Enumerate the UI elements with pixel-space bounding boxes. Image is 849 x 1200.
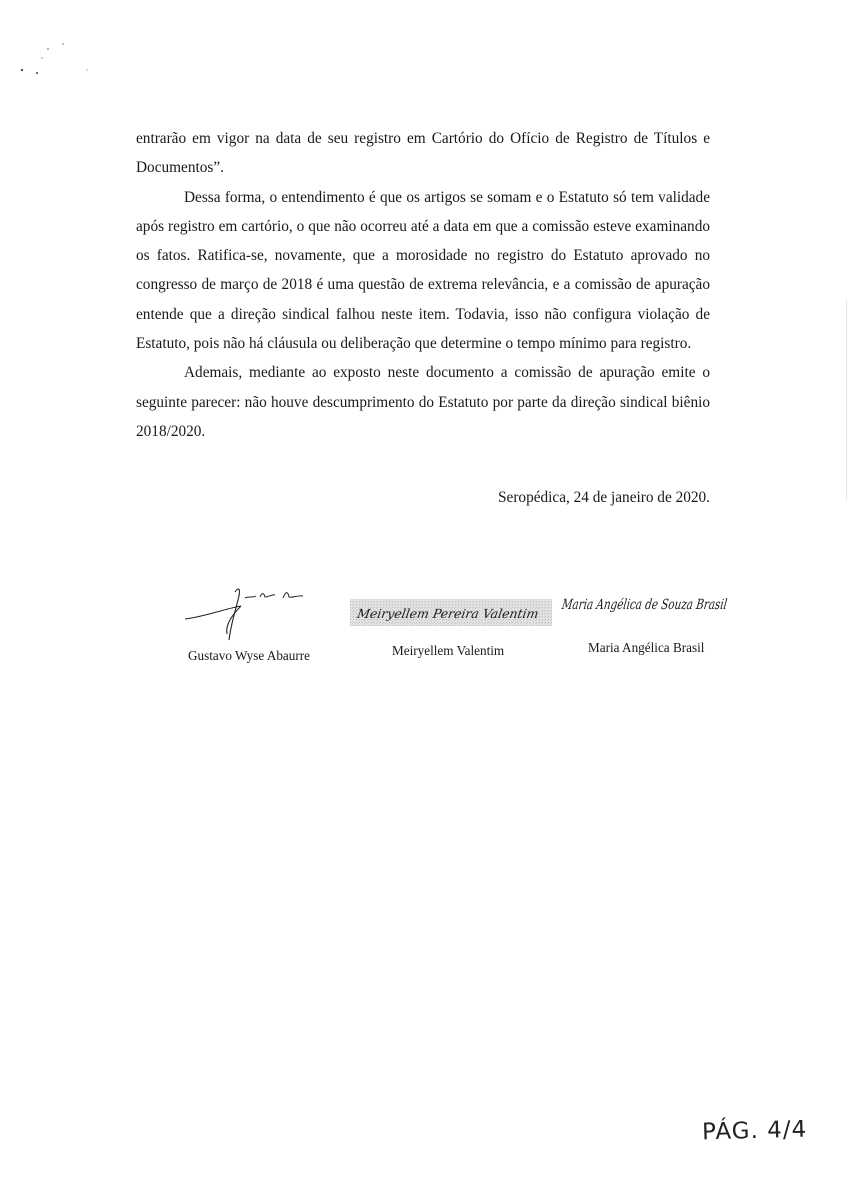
signature-gustavo xyxy=(183,584,313,646)
page-number: PÁG. 4/4 xyxy=(701,1116,808,1146)
paragraph-conclusion: Ademais, mediante ao exposto neste documento a comissão de apuração emite o seguinte parecer: não houve descumprimento do Estatuto por parte da direção sindical biênio 2018/2020. xyxy=(136,364,710,440)
signature-meiryellem-handwriting: Meiryellem Pereira Valentim xyxy=(355,606,540,621)
scan-specks xyxy=(0,0,120,90)
body-text xyxy=(136,124,710,446)
scan-edge-line xyxy=(846,300,847,500)
signer-name-meiryellem: Meiryellem Valentim xyxy=(392,643,505,658)
paragraph-continuation: entrarão em vigor na data de seu registro em Cartório do Ofício de Registro de Títulos e Documentos”. xyxy=(136,130,710,177)
signature-maria-handwriting: Maria Angélica de Souza Brasil xyxy=(560,597,786,613)
signer-name-maria: Maria Angélica Brasil xyxy=(588,640,705,655)
paragraph-understanding: Dessa forma, o entendimento é que os artigos se somam e o Estatuto só tem validade após registro em cartório, o que não ocorreu até a data em que a comissão esteve examinando os fatos. Ratifica-se, novamente, que a morosidade no registro do Estatuto aprovado no congresso de março de 2018 é uma questão de extrema relevância, e a comissão de apuração entende que a direção sindical falhou neste item. Todavia, isso não configura violação de Estatuto, pois não há cláusula ou deliberação que determine o tempo mínimo para registro. xyxy=(136,188,710,353)
signer-name-gustavo: Gustavo Wyse Abaurre xyxy=(188,648,311,663)
place-date: Seropédica, 24 de janeiro de 2020. xyxy=(498,489,710,506)
signature-meiryellem xyxy=(350,598,552,628)
signature-maria-angelica xyxy=(560,590,786,620)
